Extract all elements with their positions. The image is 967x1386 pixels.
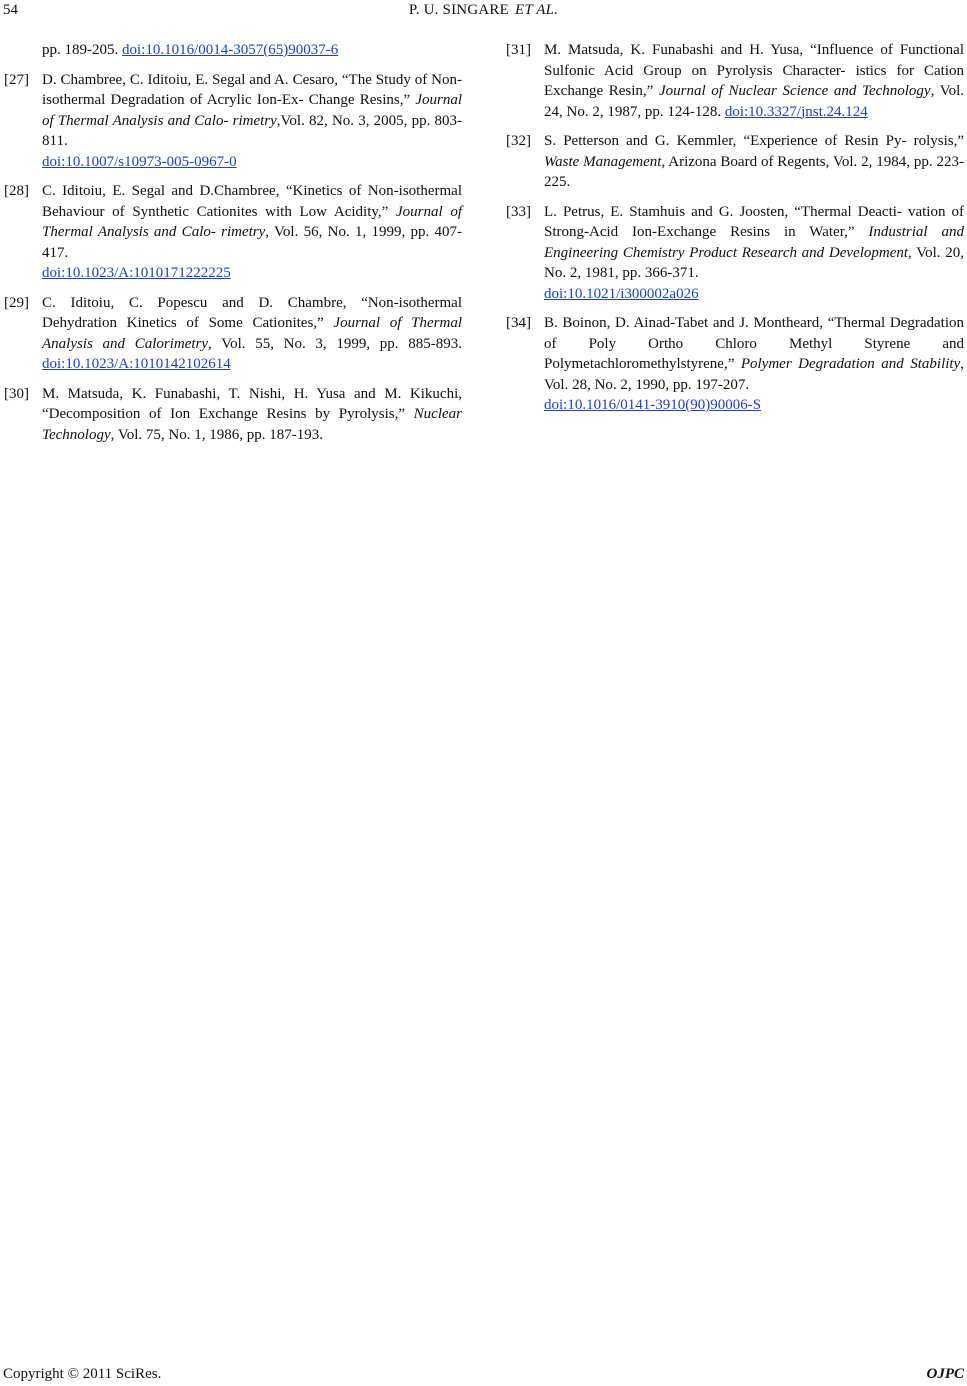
reference-number: [33] [506,203,531,220]
reference-volume-pages: , Vol. 55, No. 3, 1999, pp. 885-893. [208,335,462,352]
reference-number: [34] [506,315,531,331]
reference-number: [31] [506,42,531,58]
reference-authors-title: M. Matsuda, K. Funabashi and H. Yusa, “Influence of Functional Sulfonic Acid Group on Pyrolysis Character- istics for Cation Exchange Resin,” [544,42,964,99]
reference-entry [506,40,964,122]
reference-doi-link[interactable]: doi:10.1023/A:1010171222225 [42,265,231,281]
reference-entry [506,313,964,416]
reference-entry [506,131,964,193]
reference-entry [4,181,462,284]
running-head-authors: P. U. SINGARE [408,2,509,18]
footer-copyright: Copyright © 2011 SciRes. [3,1366,162,1382]
references-right-column [506,40,964,425]
reference-journal: Industrial and Engineering Chemistry Product Research and Development [544,224,964,261]
reference-doi-link[interactable]: doi:10.1016/0014-3057(65)90037-6 [122,42,339,58]
reference-authors-title: B. Boinon, D. Ainad-Tabet and J. Montheard, “Thermal Degradation of Poly Ortho Chloro Methyl Styrene and Polymetachloromethylstyrene,” [544,315,964,372]
reference-authors-title: L. Petrus, E. Stamhuis and G. Joosten, “Thermal Deacti- vation of Strong-Acid Ion-Exchange Resins in Water,” [544,203,964,240]
reference-number: [32] [506,133,531,149]
reference-journal: Journal of Thermal Analysis and Calorimetry [42,315,462,352]
reference-doi-link[interactable]: doi:10.3327/jnst.24.124 [724,103,868,120]
reference-number: [29] [4,294,29,311]
reference-journal: Polymer Degradation and Stability [740,356,961,372]
reference-entry [506,202,964,305]
reference-volume-pages: , Vol. 56, No. 1, 1999, pp. 407-417. [42,224,462,261]
reference-authors-title: pp. 189-205. [42,42,122,58]
reference-volume-pages: , Arizona Board of Regents, Vol. 2, 1984, pp. 223-225. [544,153,964,190]
references-left-column [4,40,462,454]
running-head [0,1,967,19]
reference-number: [28] [4,183,29,199]
reference-number: [27] [4,71,29,88]
reference-entry [4,384,462,446]
reference-volume-pages: , Vol. 24, No. 2, 1987, pp. 124-128. [544,83,965,120]
reference-volume-pages: , Vol. 28, No. 2, 1990, pp. 197-207. [544,356,964,393]
reference-journal: Journal of Thermal Analysis and Calo- rimetry [42,92,462,129]
reference-doi-link[interactable]: doi:10.1007/s10973-005-0967-0 [42,153,237,170]
reference-journal: Waste Management [544,153,662,170]
reference-doi-link[interactable]: doi:10.1023/A:1010142102614 [42,356,231,372]
reference-authors-title: S. Petterson and G. Kemmler, “Experience of Resin Py- rolysis,” [544,133,964,149]
reference-entry [4,40,462,61]
running-head-etal: ET AL. [514,2,559,18]
reference-number: [30] [4,385,29,402]
reference-journal: Nuclear Technology [42,406,462,443]
reference-doi-link[interactable]: doi:10.1021/i300002a026 [544,285,699,302]
reference-volume-pages: , Vol. 75, No. 1, 1986, pp. 187-193. [110,426,323,443]
reference-journal: Journal of Nuclear Science and Technology [658,83,931,99]
reference-entry [4,70,462,173]
reference-authors-title: M. Matsuda, K. Funabashi, T. Nishi, H. Yusa and M. Kikuchi, “Decomposition of Ion Exchange Resins by Pyrolysis,” [42,385,462,422]
reference-volume-pages: ,Vol. 82, No. 3, 2005, pp. 803-811. [42,112,462,149]
reference-entry [4,293,462,375]
reference-authors-title: C. Iditoiu, C. Popescu and D. Chambre, “Non-isothermal Dehydration Kinetics of Some Cationites,” [42,294,462,331]
reference-volume-pages: , Vol. 20, No. 2, 1981, pp. 366-371. [544,244,965,281]
reference-authors-title: C. Iditoiu, E. Segal and D.Chambree, “Kinetics of Non-isothermal Behaviour of Synthetic Cationites with Low Acidity,” [42,183,462,220]
page-number: 54 [3,2,18,18]
reference-doi-link[interactable]: doi:10.1016/0141-3910(90)90006-S [544,397,762,413]
reference-journal: Journal of Thermal Analysis and Calo- rimetry [42,203,462,240]
reference-authors-title: D. Chambree, C. Iditoiu, E. Segal and A. Cesaro, “The Study of Non-isothermal Degradation of Acrylic Ion-Ex- Change Resins,” [42,71,462,108]
footer-journal-abbrev: OJPC [926,1366,964,1382]
